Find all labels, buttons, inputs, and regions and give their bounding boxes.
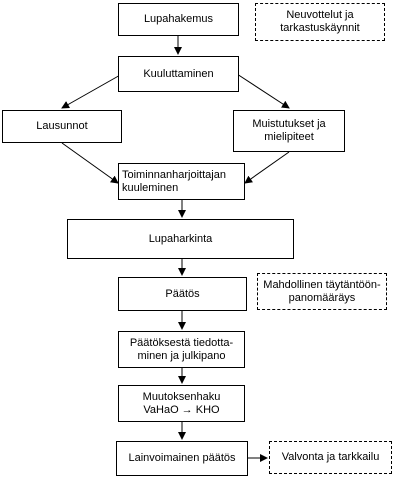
arrow-kuuluttaminen-to-muistutukset (237, 74, 289, 108)
node-lupaharkinta: Lupaharkinta (67, 219, 294, 259)
node-tiedottaminen: Päätöksestä tiedotta- minen ja julkipano (118, 331, 245, 368)
node-paatos: Päätös (118, 277, 247, 311)
arrow-muistutukset-to-kuuleminen (245, 152, 289, 183)
node-muistutukset: Muistutukset ja mielipiteet (233, 110, 345, 152)
node-lupahakemus: Lupahakemus (118, 3, 239, 36)
node-lainvoimainen: Lainvoimainen päätös (116, 441, 248, 476)
node-lausunnot: Lausunnot (2, 110, 122, 143)
node-muutoksenhaku: Muutoksenhaku VaHaO → KHO (118, 385, 245, 422)
node-kuuluttaminen: Kuuluttaminen (118, 56, 239, 92)
arrow-lausunnot-to-kuuleminen (62, 143, 118, 183)
arrow-kuuluttaminen-to-lausunnot (62, 74, 122, 108)
node-valvonta: Valvonta ja tarkkailu (269, 441, 392, 474)
node-taytantoonpano: Mahdollinen täytäntöön- panomääräys (257, 273, 387, 310)
node-neuvottelut: Neuvottelut ja tarkastuskäynnit (255, 3, 385, 41)
node-kuuleminen: Toiminnanharjoittajan kuuleminen (118, 163, 245, 200)
